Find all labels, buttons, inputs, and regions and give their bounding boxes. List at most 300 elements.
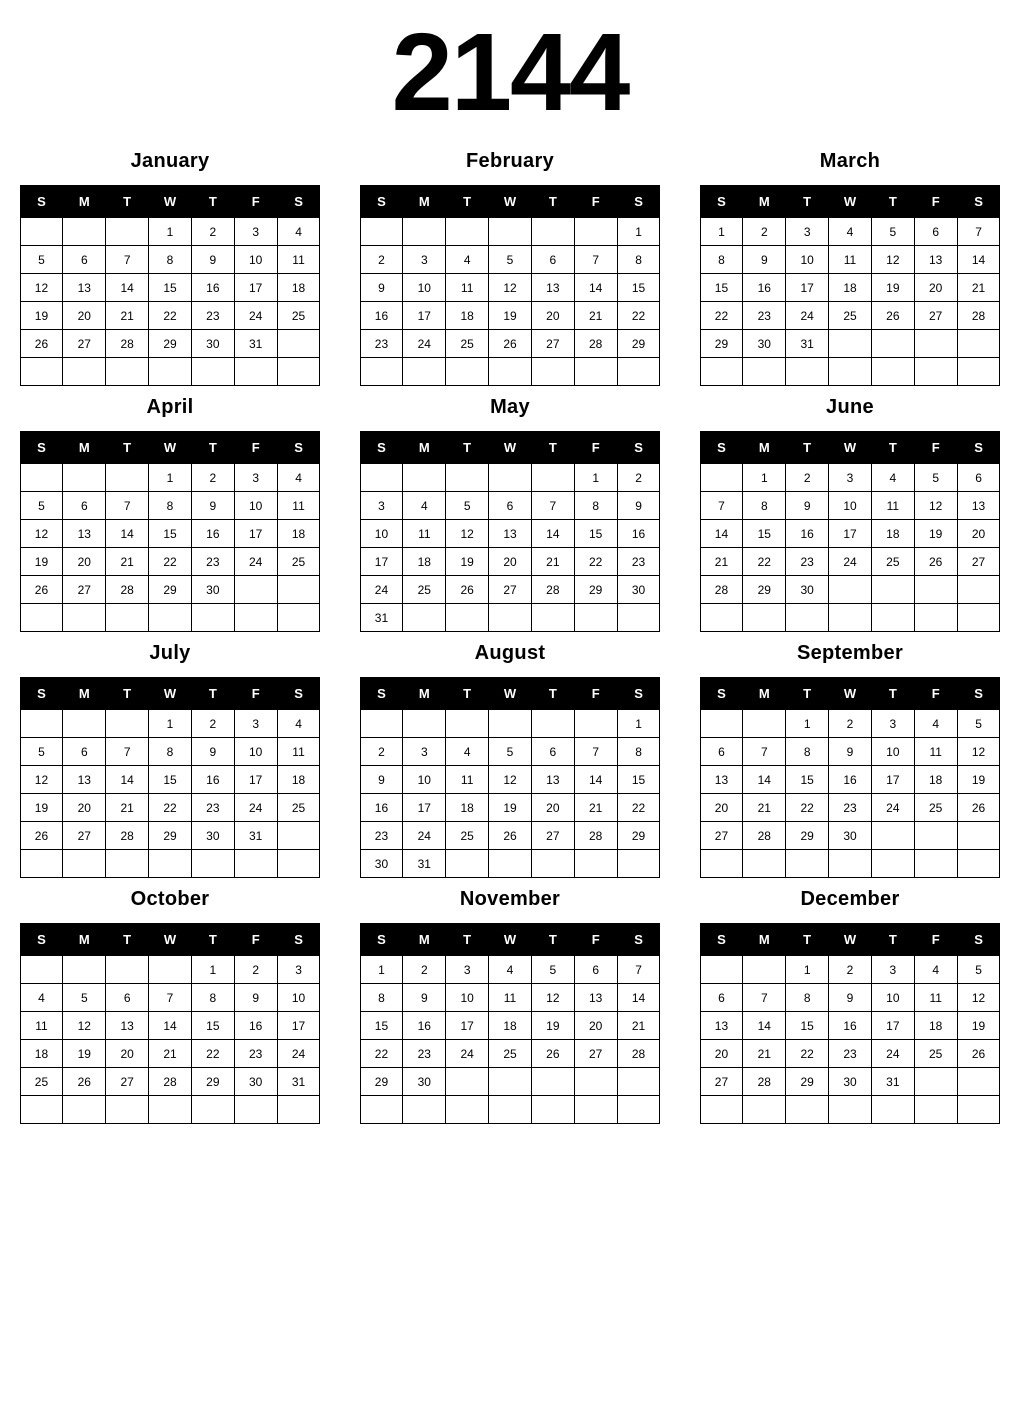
day-cell[interactable]: 1 [191,956,234,984]
day-cell[interactable]: 9 [191,738,234,766]
day-cell[interactable]: 17 [829,520,872,548]
day-cell[interactable]: 29 [700,330,743,358]
day-cell[interactable]: 26 [871,302,914,330]
day-cell[interactable]: 4 [914,956,957,984]
day-cell[interactable]: 12 [531,984,574,1012]
day-cell[interactable]: 24 [234,794,277,822]
day-cell[interactable]: 4 [20,984,63,1012]
day-cell[interactable]: 11 [829,246,872,274]
day-cell[interactable]: 19 [489,794,532,822]
day-cell[interactable]: 30 [191,330,234,358]
day-cell[interactable]: 31 [277,1068,320,1096]
day-cell[interactable]: 11 [446,766,489,794]
day-cell[interactable]: 8 [617,246,660,274]
day-cell[interactable]: 10 [786,246,829,274]
day-cell[interactable]: 5 [20,246,63,274]
day-cell[interactable]: 18 [914,1012,957,1040]
day-cell[interactable]: 23 [360,822,403,850]
day-cell[interactable]: 26 [63,1068,106,1096]
day-cell[interactable]: 1 [360,956,403,984]
day-cell[interactable]: 2 [786,464,829,492]
day-cell[interactable]: 16 [191,520,234,548]
day-cell[interactable]: 7 [957,218,1000,246]
day-cell[interactable]: 17 [786,274,829,302]
day-cell[interactable]: 31 [234,822,277,850]
day-cell[interactable]: 2 [403,956,446,984]
day-cell[interactable]: 15 [786,766,829,794]
day-cell[interactable]: 13 [531,766,574,794]
day-cell[interactable]: 26 [957,1040,1000,1068]
day-cell[interactable]: 9 [234,984,277,1012]
day-cell[interactable]: 4 [871,464,914,492]
day-cell[interactable]: 7 [149,984,192,1012]
day-cell[interactable]: 13 [531,274,574,302]
day-cell[interactable]: 29 [617,330,660,358]
day-cell[interactable]: 22 [786,1040,829,1068]
day-cell[interactable]: 16 [786,520,829,548]
day-cell[interactable]: 7 [106,738,149,766]
day-cell[interactable]: 22 [574,548,617,576]
day-cell[interactable]: 1 [574,464,617,492]
day-cell[interactable]: 22 [149,548,192,576]
day-cell[interactable]: 3 [403,738,446,766]
day-cell[interactable]: 5 [871,218,914,246]
day-cell[interactable]: 7 [574,246,617,274]
day-cell[interactable]: 25 [914,1040,957,1068]
day-cell[interactable]: 9 [360,766,403,794]
day-cell[interactable]: 30 [403,1068,446,1096]
day-cell[interactable]: 2 [829,710,872,738]
day-cell[interactable]: 22 [700,302,743,330]
day-cell[interactable]: 1 [786,956,829,984]
day-cell[interactable]: 20 [700,794,743,822]
day-cell[interactable]: 13 [700,766,743,794]
day-cell[interactable]: 23 [829,794,872,822]
day-cell[interactable]: 20 [700,1040,743,1068]
day-cell[interactable]: 14 [743,1012,786,1040]
day-cell[interactable]: 28 [743,1068,786,1096]
day-cell[interactable]: 11 [914,738,957,766]
day-cell[interactable]: 28 [106,576,149,604]
day-cell[interactable]: 29 [149,576,192,604]
day-cell[interactable]: 20 [574,1012,617,1040]
day-cell[interactable]: 6 [531,246,574,274]
day-cell[interactable]: 2 [234,956,277,984]
day-cell[interactable]: 14 [743,766,786,794]
day-cell[interactable]: 4 [829,218,872,246]
day-cell[interactable]: 18 [20,1040,63,1068]
day-cell[interactable]: 4 [277,218,320,246]
day-cell[interactable]: 4 [277,710,320,738]
day-cell[interactable]: 17 [871,1012,914,1040]
day-cell[interactable]: 18 [829,274,872,302]
day-cell[interactable]: 1 [786,710,829,738]
day-cell[interactable]: 12 [20,766,63,794]
day-cell[interactable]: 23 [403,1040,446,1068]
day-cell[interactable]: 25 [489,1040,532,1068]
day-cell[interactable]: 21 [617,1012,660,1040]
day-cell[interactable]: 4 [277,464,320,492]
day-cell[interactable]: 18 [277,520,320,548]
day-cell[interactable]: 24 [403,822,446,850]
day-cell[interactable]: 15 [617,274,660,302]
day-cell[interactable]: 10 [871,984,914,1012]
day-cell[interactable]: 2 [191,710,234,738]
day-cell[interactable]: 28 [106,330,149,358]
day-cell[interactable]: 20 [63,548,106,576]
day-cell[interactable]: 8 [149,492,192,520]
day-cell[interactable]: 16 [829,1012,872,1040]
day-cell[interactable]: 15 [743,520,786,548]
day-cell[interactable]: 9 [617,492,660,520]
day-cell[interactable]: 3 [871,710,914,738]
day-cell[interactable]: 24 [829,548,872,576]
day-cell[interactable]: 17 [871,766,914,794]
day-cell[interactable]: 13 [63,766,106,794]
day-cell[interactable]: 11 [20,1012,63,1040]
day-cell[interactable]: 3 [234,710,277,738]
day-cell[interactable]: 10 [360,520,403,548]
day-cell[interactable]: 27 [531,822,574,850]
day-cell[interactable]: 26 [957,794,1000,822]
day-cell[interactable]: 15 [617,766,660,794]
day-cell[interactable]: 14 [106,274,149,302]
day-cell[interactable]: 11 [277,738,320,766]
day-cell[interactable]: 13 [489,520,532,548]
day-cell[interactable]: 9 [191,492,234,520]
day-cell[interactable]: 11 [446,274,489,302]
day-cell[interactable]: 5 [957,710,1000,738]
day-cell[interactable]: 16 [403,1012,446,1040]
day-cell[interactable]: 13 [574,984,617,1012]
day-cell[interactable]: 19 [914,520,957,548]
day-cell[interactable]: 21 [149,1040,192,1068]
day-cell[interactable]: 5 [446,492,489,520]
day-cell[interactable]: 5 [489,246,532,274]
day-cell[interactable]: 24 [786,302,829,330]
day-cell[interactable]: 10 [403,274,446,302]
day-cell[interactable]: 3 [234,218,277,246]
day-cell[interactable]: 24 [234,302,277,330]
day-cell[interactable]: 22 [149,794,192,822]
day-cell[interactable]: 19 [871,274,914,302]
day-cell[interactable]: 28 [149,1068,192,1096]
day-cell[interactable]: 27 [63,330,106,358]
day-cell[interactable]: 10 [446,984,489,1012]
day-cell[interactable]: 23 [191,548,234,576]
day-cell[interactable]: 9 [829,738,872,766]
day-cell[interactable]: 26 [446,576,489,604]
day-cell[interactable]: 30 [829,822,872,850]
day-cell[interactable]: 21 [531,548,574,576]
day-cell[interactable]: 12 [489,274,532,302]
day-cell[interactable]: 1 [617,218,660,246]
day-cell[interactable]: 8 [149,738,192,766]
day-cell[interactable]: 25 [20,1068,63,1096]
day-cell[interactable]: 29 [786,1068,829,1096]
day-cell[interactable]: 11 [277,246,320,274]
day-cell[interactable]: 24 [446,1040,489,1068]
day-cell[interactable]: 23 [234,1040,277,1068]
day-cell[interactable]: 22 [149,302,192,330]
day-cell[interactable]: 28 [743,822,786,850]
day-cell[interactable]: 22 [191,1040,234,1068]
day-cell[interactable]: 30 [360,850,403,878]
day-cell[interactable]: 16 [617,520,660,548]
day-cell[interactable]: 27 [531,330,574,358]
day-cell[interactable]: 14 [149,1012,192,1040]
day-cell[interactable]: 22 [360,1040,403,1068]
day-cell[interactable]: 25 [446,330,489,358]
day-cell[interactable]: 31 [234,330,277,358]
day-cell[interactable]: 3 [871,956,914,984]
day-cell[interactable]: 17 [234,766,277,794]
day-cell[interactable]: 12 [63,1012,106,1040]
day-cell[interactable]: 6 [700,738,743,766]
day-cell[interactable]: 14 [700,520,743,548]
day-cell[interactable]: 18 [277,766,320,794]
day-cell[interactable]: 1 [743,464,786,492]
day-cell[interactable]: 21 [743,794,786,822]
day-cell[interactable]: 17 [403,794,446,822]
day-cell[interactable]: 17 [360,548,403,576]
day-cell[interactable]: 5 [20,738,63,766]
day-cell[interactable]: 23 [191,794,234,822]
day-cell[interactable]: 27 [489,576,532,604]
day-cell[interactable]: 24 [871,1040,914,1068]
day-cell[interactable]: 12 [489,766,532,794]
day-cell[interactable]: 15 [149,766,192,794]
day-cell[interactable]: 13 [63,274,106,302]
day-cell[interactable]: 26 [20,576,63,604]
day-cell[interactable]: 11 [871,492,914,520]
day-cell[interactable]: 23 [360,330,403,358]
day-cell[interactable]: 16 [191,274,234,302]
day-cell[interactable]: 21 [106,548,149,576]
day-cell[interactable]: 16 [743,274,786,302]
day-cell[interactable]: 14 [106,766,149,794]
day-cell[interactable]: 18 [403,548,446,576]
day-cell[interactable]: 26 [489,330,532,358]
day-cell[interactable]: 5 [489,738,532,766]
day-cell[interactable]: 2 [743,218,786,246]
day-cell[interactable]: 16 [191,766,234,794]
day-cell[interactable]: 3 [234,464,277,492]
day-cell[interactable]: 17 [446,1012,489,1040]
day-cell[interactable]: 2 [191,464,234,492]
day-cell[interactable]: 5 [914,464,957,492]
day-cell[interactable]: 27 [700,822,743,850]
day-cell[interactable]: 30 [191,576,234,604]
day-cell[interactable]: 6 [574,956,617,984]
day-cell[interactable]: 8 [786,984,829,1012]
day-cell[interactable]: 25 [829,302,872,330]
day-cell[interactable]: 2 [191,218,234,246]
day-cell[interactable]: 29 [149,330,192,358]
day-cell[interactable]: 30 [743,330,786,358]
day-cell[interactable]: 31 [786,330,829,358]
day-cell[interactable]: 25 [277,302,320,330]
day-cell[interactable]: 5 [63,984,106,1012]
day-cell[interactable]: 24 [360,576,403,604]
day-cell[interactable]: 13 [63,520,106,548]
day-cell[interactable]: 12 [20,520,63,548]
day-cell[interactable]: 28 [106,822,149,850]
day-cell[interactable]: 26 [489,822,532,850]
day-cell[interactable]: 24 [871,794,914,822]
day-cell[interactable]: 8 [617,738,660,766]
day-cell[interactable]: 31 [360,604,403,632]
day-cell[interactable]: 10 [234,738,277,766]
day-cell[interactable]: 25 [277,548,320,576]
day-cell[interactable]: 19 [957,1012,1000,1040]
day-cell[interactable]: 22 [786,794,829,822]
day-cell[interactable]: 8 [743,492,786,520]
day-cell[interactable]: 7 [743,738,786,766]
day-cell[interactable]: 25 [403,576,446,604]
day-cell[interactable]: 23 [617,548,660,576]
day-cell[interactable]: 17 [234,274,277,302]
day-cell[interactable]: 20 [531,794,574,822]
day-cell[interactable]: 20 [106,1040,149,1068]
day-cell[interactable]: 29 [743,576,786,604]
day-cell[interactable]: 19 [20,794,63,822]
day-cell[interactable]: 12 [957,738,1000,766]
day-cell[interactable]: 3 [403,246,446,274]
day-cell[interactable]: 8 [149,246,192,274]
day-cell[interactable]: 14 [106,520,149,548]
day-cell[interactable]: 14 [574,274,617,302]
day-cell[interactable]: 5 [20,492,63,520]
day-cell[interactable]: 29 [617,822,660,850]
day-cell[interactable]: 3 [277,956,320,984]
day-cell[interactable]: 16 [360,794,403,822]
day-cell[interactable]: 20 [531,302,574,330]
day-cell[interactable]: 18 [446,302,489,330]
day-cell[interactable]: 24 [234,548,277,576]
day-cell[interactable]: 27 [63,576,106,604]
day-cell[interactable]: 14 [574,766,617,794]
day-cell[interactable]: 15 [191,1012,234,1040]
day-cell[interactable]: 27 [700,1068,743,1096]
day-cell[interactable]: 12 [871,246,914,274]
day-cell[interactable]: 1 [617,710,660,738]
day-cell[interactable]: 15 [574,520,617,548]
day-cell[interactable]: 31 [871,1068,914,1096]
day-cell[interactable]: 19 [489,302,532,330]
day-cell[interactable]: 21 [574,302,617,330]
day-cell[interactable]: 7 [700,492,743,520]
day-cell[interactable]: 27 [106,1068,149,1096]
day-cell[interactable]: 28 [617,1040,660,1068]
day-cell[interactable]: 22 [617,794,660,822]
day-cell[interactable]: 12 [957,984,1000,1012]
day-cell[interactable]: 4 [914,710,957,738]
day-cell[interactable]: 29 [191,1068,234,1096]
day-cell[interactable]: 28 [574,330,617,358]
day-cell[interactable]: 25 [914,794,957,822]
day-cell[interactable]: 28 [531,576,574,604]
day-cell[interactable]: 23 [743,302,786,330]
day-cell[interactable]: 8 [360,984,403,1012]
day-cell[interactable]: 10 [403,766,446,794]
day-cell[interactable]: 7 [574,738,617,766]
day-cell[interactable]: 25 [277,794,320,822]
day-cell[interactable]: 6 [531,738,574,766]
day-cell[interactable]: 5 [957,956,1000,984]
day-cell[interactable]: 30 [617,576,660,604]
day-cell[interactable]: 8 [700,246,743,274]
day-cell[interactable]: 25 [871,548,914,576]
day-cell[interactable]: 24 [277,1040,320,1068]
day-cell[interactable]: 6 [106,984,149,1012]
day-cell[interactable]: 16 [234,1012,277,1040]
day-cell[interactable]: 30 [829,1068,872,1096]
day-cell[interactable]: 7 [531,492,574,520]
day-cell[interactable]: 15 [149,520,192,548]
day-cell[interactable]: 30 [191,822,234,850]
day-cell[interactable]: 20 [63,302,106,330]
day-cell[interactable]: 12 [446,520,489,548]
day-cell[interactable]: 19 [957,766,1000,794]
day-cell[interactable]: 18 [277,274,320,302]
day-cell[interactable]: 10 [234,246,277,274]
day-cell[interactable]: 3 [446,956,489,984]
day-cell[interactable]: 14 [957,246,1000,274]
day-cell[interactable]: 10 [234,492,277,520]
day-cell[interactable]: 10 [277,984,320,1012]
day-cell[interactable]: 9 [786,492,829,520]
day-cell[interactable]: 15 [786,1012,829,1040]
day-cell[interactable]: 5 [531,956,574,984]
day-cell[interactable]: 18 [446,794,489,822]
day-cell[interactable]: 15 [360,1012,403,1040]
day-cell[interactable]: 7 [617,956,660,984]
day-cell[interactable]: 8 [786,738,829,766]
day-cell[interactable]: 23 [829,1040,872,1068]
day-cell[interactable]: 17 [234,520,277,548]
day-cell[interactable]: 28 [700,576,743,604]
day-cell[interactable]: 6 [700,984,743,1012]
day-cell[interactable]: 16 [829,766,872,794]
day-cell[interactable]: 9 [829,984,872,1012]
day-cell[interactable]: 19 [20,548,63,576]
day-cell[interactable]: 11 [914,984,957,1012]
day-cell[interactable]: 10 [829,492,872,520]
day-cell[interactable]: 22 [617,302,660,330]
day-cell[interactable]: 19 [531,1012,574,1040]
day-cell[interactable]: 2 [360,738,403,766]
day-cell[interactable]: 6 [957,464,1000,492]
day-cell[interactable]: 4 [446,246,489,274]
day-cell[interactable]: 1 [149,710,192,738]
day-cell[interactable]: 27 [914,302,957,330]
day-cell[interactable]: 7 [106,246,149,274]
day-cell[interactable]: 25 [446,822,489,850]
day-cell[interactable]: 6 [63,246,106,274]
day-cell[interactable]: 26 [20,822,63,850]
day-cell[interactable]: 14 [617,984,660,1012]
day-cell[interactable]: 20 [63,794,106,822]
day-cell[interactable]: 28 [957,302,1000,330]
day-cell[interactable]: 2 [360,246,403,274]
day-cell[interactable]: 7 [106,492,149,520]
day-cell[interactable]: 18 [871,520,914,548]
day-cell[interactable]: 12 [914,492,957,520]
day-cell[interactable]: 23 [786,548,829,576]
day-cell[interactable]: 21 [106,302,149,330]
day-cell[interactable]: 15 [149,274,192,302]
